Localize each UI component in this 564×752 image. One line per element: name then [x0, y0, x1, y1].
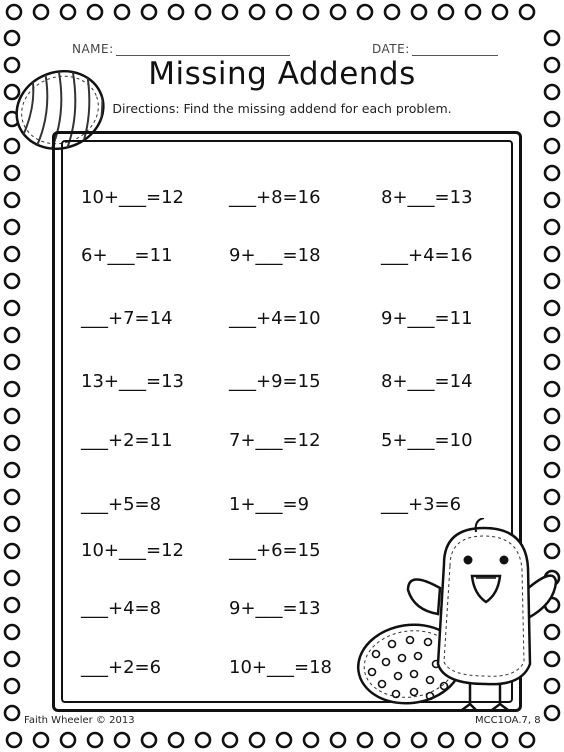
border-loop: [520, 5, 534, 19]
problem-6-3: ___+3=6: [381, 494, 462, 515]
border-loop: [331, 733, 345, 747]
border-loop: [545, 31, 559, 45]
border-loop: [304, 5, 318, 19]
border-loop: [5, 436, 19, 450]
border-loop: [493, 5, 507, 19]
border-loop: [277, 5, 291, 19]
problem-3-1: ___+7=14: [81, 308, 173, 329]
border-loop: [545, 490, 559, 504]
border-loop: [412, 5, 426, 19]
problem-3-2: ___+4=10: [229, 308, 321, 329]
border-loop: [545, 166, 559, 180]
border-loop: [466, 5, 480, 19]
border-loop: [545, 463, 559, 477]
border-loop: [5, 247, 19, 261]
border-loop: [34, 5, 48, 19]
border-loop: [466, 733, 480, 747]
problem-2-2: 9+___=18: [229, 245, 321, 266]
date-field: [372, 42, 498, 56]
border-loop: [493, 733, 507, 747]
border-loop: [439, 5, 453, 19]
name-field: [72, 42, 290, 56]
problem-5-3: 5+___=10: [381, 430, 473, 451]
page-title: Missing Addends: [148, 56, 416, 92]
directions-text: Directions: Find the missing addend for each problem.: [112, 101, 452, 116]
border-loop: [304, 733, 318, 747]
border-loop: [142, 5, 156, 19]
border-loop: [545, 382, 559, 396]
problem-1-1: 10+___=12: [81, 187, 184, 208]
problem-6-2: 1+___=9: [229, 494, 310, 515]
border-loop: [115, 5, 129, 19]
border-loop: [223, 5, 237, 19]
border-loop: [115, 733, 129, 747]
border-loop: [358, 733, 372, 747]
border-loop: [545, 220, 559, 234]
border-loop: [5, 328, 19, 342]
problem-5-2: 7+___=12: [229, 430, 321, 451]
border-loop: [250, 733, 264, 747]
chick-icon: [404, 518, 558, 714]
border-loop: [545, 193, 559, 207]
border-loop: [169, 733, 183, 747]
border-loop: [5, 463, 19, 477]
border-loop: [5, 355, 19, 369]
border-loop: [142, 733, 156, 747]
border-loop: [5, 193, 19, 207]
border-loop: [169, 5, 183, 19]
border-loop: [5, 625, 19, 639]
problem-8-2: 9+___=13: [229, 598, 321, 619]
border-loop: [5, 571, 19, 585]
name-label: NAME:: [72, 42, 114, 56]
border-loop: [7, 733, 21, 747]
border-loop: [545, 139, 559, 153]
problem-9-1: ___+2=6: [81, 657, 162, 678]
problem-9-2: 10+___=18: [229, 657, 332, 678]
border-loop: [385, 5, 399, 19]
border-loop: [88, 5, 102, 19]
border-loop: [61, 5, 75, 19]
border-loop: [5, 517, 19, 531]
border-loop: [196, 733, 210, 747]
border-loop: [5, 31, 19, 45]
problem-7-1: 10+___=12: [81, 540, 184, 561]
problem-1-2: ___+8=16: [229, 187, 321, 208]
border-loop: [5, 679, 19, 693]
border-loop: [196, 5, 210, 19]
border-loop: [5, 274, 19, 288]
border-loop: [5, 409, 19, 423]
border-loop: [358, 5, 372, 19]
border-loop: [385, 733, 399, 747]
problem-4-3: 8+___=14: [381, 371, 473, 392]
problem-3-3: 9+___=11: [381, 308, 473, 329]
border-loop: [5, 220, 19, 234]
border-loop: [223, 733, 237, 747]
border-loop: [331, 5, 345, 19]
border-loop: [412, 733, 426, 747]
problem-4-1: 13+___=13: [81, 371, 184, 392]
border-loop: [545, 436, 559, 450]
border-loop: [88, 733, 102, 747]
problem-1-3: 8+___=13: [381, 187, 473, 208]
problem-8-1: ___+4=8: [81, 598, 162, 619]
border-loop: [277, 733, 291, 747]
border-loop: [545, 409, 559, 423]
problem-5-1: ___+2=11: [81, 430, 173, 451]
border-loop: [545, 328, 559, 342]
border-loop: [5, 598, 19, 612]
border-loop: [34, 733, 48, 747]
standard-code: MCC1OA.7, 8: [475, 715, 541, 726]
border-loop: [545, 301, 559, 315]
problem-2-1: 6+___=11: [81, 245, 173, 266]
border-loop: [5, 652, 19, 666]
border-loop: [520, 733, 534, 747]
border-loop: [5, 544, 19, 558]
border-loop: [545, 274, 559, 288]
border-loop: [5, 490, 19, 504]
border-loop: [5, 382, 19, 396]
border-loop: [545, 355, 559, 369]
border-loop: [61, 733, 75, 747]
problem-6-1: ___+5=8: [81, 494, 162, 515]
problem-2-3: ___+4=16: [381, 245, 473, 266]
credit-text: Faith Wheeler © 2013: [24, 715, 135, 726]
border-loop: [250, 5, 264, 19]
problem-7-2: ___+6=15: [229, 540, 321, 561]
border-loop: [439, 733, 453, 747]
border-loop: [5, 706, 19, 720]
border-loop: [5, 301, 19, 315]
border-loop: [5, 166, 19, 180]
border-loop: [545, 247, 559, 261]
problem-4-2: ___+9=15: [229, 371, 321, 392]
border-loop: [7, 5, 21, 19]
date-label: DATE:: [372, 42, 410, 56]
